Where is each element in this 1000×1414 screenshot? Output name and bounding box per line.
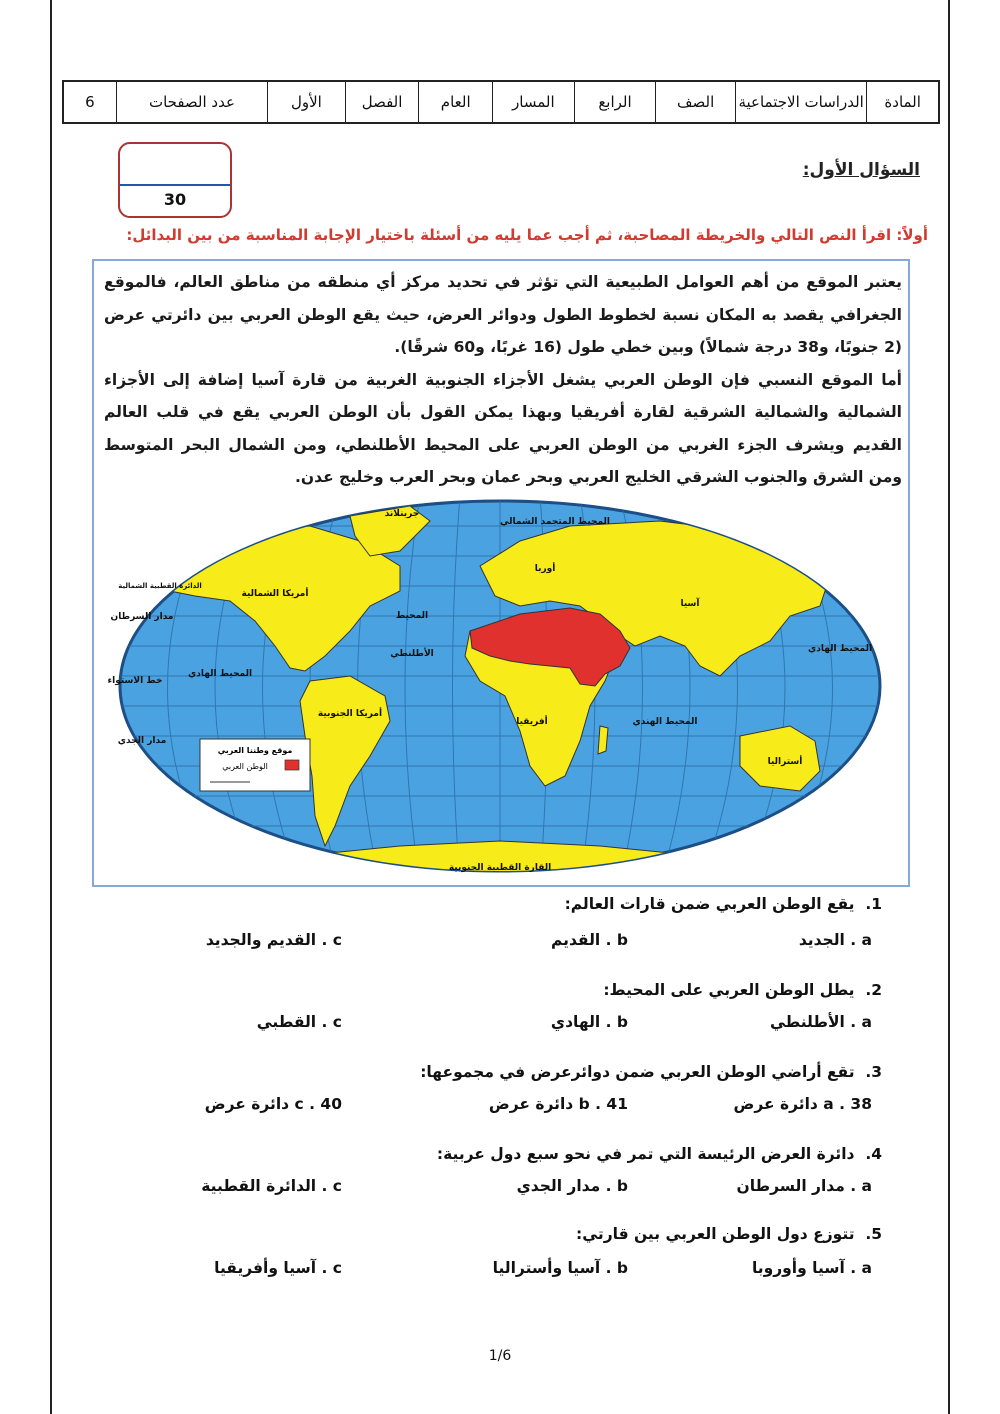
subject-label: المادة (866, 82, 938, 122)
reading-passage (104, 266, 902, 494)
option-a[interactable]: a . الأطلنطي (769, 1013, 872, 1031)
question-number: 2. (865, 981, 882, 999)
header-table (62, 80, 940, 124)
option-a[interactable]: a . مدار السرطان (736, 1177, 872, 1195)
label-atlantic-1: المحيط (395, 611, 429, 621)
passage-paragraph-2: أما الموقع النسبي فإن الوطن العربي يشغل الأجزاء الجنوبية الغربية من قارة آسيا إضافة إلى الأجزاء الشمالية والشمالية الشرقية لقارة أفريقيا وبهذا يمكن القول بأن الوطن العربي يقع في قلب العالم القديم ويشرف الجزء الغربي من الوطن العربي على المحيط الأطلنطي، ومن الشمال البحر المتوسط ومن الشرق والجنوب الشرقي الخليج العربي وبحر عمان وبحر العرب وخليج عدن. (104, 370, 902, 486)
label-arctic-circle: الدائرة القطبية الشمالية (118, 582, 202, 590)
instruction: أولاً: اقرأ النص التالي والخريطة المصاحبة، ثم أجب عما يليه من أسئلة باختيار الإجابة المناسبة من بين البدائل: (126, 226, 928, 244)
question-stem: يطل الوطن العربي على المحيط: (603, 981, 855, 999)
label-south-america: أمريكا الجنوبية (317, 709, 383, 719)
option-a[interactable]: a . 38 دائرة عرض (733, 1095, 872, 1113)
score-value: 30 (163, 190, 187, 209)
option-c[interactable]: c . آسيا وأفريقيا (214, 1259, 342, 1277)
question-number: 4. (865, 1145, 882, 1163)
option-b[interactable]: b . الهادي (550, 1013, 628, 1031)
question-number: 1. (865, 895, 882, 913)
option-b[interactable]: b . مدار الجدي (516, 1177, 628, 1195)
label-tropic-of-capricorn: مدار الجدي (117, 736, 167, 746)
label-africa: أفريقيا (516, 717, 548, 727)
score-box (118, 142, 232, 218)
question-stem: دائرة العرض الرئيسة التي تمر في نحو سبع دول عربية: (436, 1145, 855, 1163)
option-a[interactable]: a . الجديد (798, 931, 872, 949)
question-stem: تقع أراضي الوطن العربي ضمن دوائرعرض في مجموعها: (420, 1063, 855, 1081)
page-border-right (948, 0, 950, 1414)
label-europe: أوربا (534, 564, 556, 574)
option-c[interactable]: c . الدائرة القطبية (201, 1177, 342, 1195)
question-5 (60, 1225, 890, 1277)
label-greenland: جرينلاند (384, 509, 420, 519)
question-2 (60, 981, 890, 1031)
pages-label: عدد الصفحات (116, 82, 267, 122)
label-pacific-west: المحيط الهادي (187, 669, 253, 679)
page-border-left (50, 0, 52, 1414)
question-stem: يقع الوطن العربي ضمن قارات العالم: (564, 895, 855, 913)
option-b[interactable]: b . 41 دائرة عرض (488, 1095, 628, 1113)
option-b[interactable]: b . القديم (550, 931, 628, 949)
option-c[interactable]: c . القديم والجديد (205, 931, 342, 949)
map-legend (200, 739, 310, 791)
subject-value: الدراسات الاجتماعية (735, 82, 866, 122)
score-divider (120, 184, 230, 186)
question-4 (60, 1145, 890, 1195)
legend-item: الوطن العربي (222, 762, 268, 771)
world-map (100, 496, 900, 884)
label-atlantic-2: الأطلنطي (390, 649, 434, 659)
grade-value: الرابع (574, 82, 656, 122)
legend-title: موقع وطننا العربي (217, 746, 293, 755)
question-1 (60, 895, 890, 949)
grade-label: الصف (655, 82, 735, 122)
option-a[interactable]: a . آسيا وأوروبا (751, 1259, 872, 1277)
track-value: العام (418, 82, 492, 122)
label-indian-ocean: المحيط الهندي (632, 717, 698, 727)
option-b[interactable]: b . آسيا وأستراليا (492, 1259, 628, 1277)
madagascar-shape (598, 726, 608, 754)
label-asia: آسيا (680, 599, 700, 609)
term-value: الأول (267, 82, 345, 122)
term-label: الفصل (345, 82, 419, 122)
question-number: 5. (865, 1225, 882, 1243)
legend-swatch (285, 760, 299, 770)
label-north-america: أمريكا الشمالية (241, 589, 309, 599)
label-tropic-of-cancer: مدار السرطان (110, 612, 174, 622)
label-equator: خط الاستواء (107, 676, 163, 686)
passage-paragraph-1: يعتبر الموقع من أهم العوامل الطبيعية التي تؤثر في تحديد مركز أي منطقه من مناطق العالم، فالموقع الجغرافي يقصد به المكان نسبة لخطوط الطول ودوائر العرض، حيث يقع الوطن العربي بين دائرتي عرض (2 جنوبًا، و38 درجة شمالاً) وبين خطي طول (16 غربًا، و60 شرقًا). (104, 273, 902, 356)
label-pacific-east: المحيط الهادي (807, 644, 873, 654)
page-number: 1/6 (488, 1348, 512, 1364)
question-number: 3. (865, 1063, 882, 1081)
question-stem: تتوزع دول الوطن العربي بين قارتي: (576, 1225, 855, 1243)
option-c[interactable]: c . 40 دائرة عرض (204, 1095, 342, 1113)
label-australia: أستراليا (767, 757, 803, 767)
label-antarctica: القارة القطبية الجنوبية (448, 863, 552, 873)
label-arctic: المحيط المتجمد الشمالي (500, 517, 610, 527)
question-3 (60, 1063, 890, 1113)
track-label: المسار (492, 82, 574, 122)
pages-value: 6 (85, 93, 95, 111)
question-title: السؤال الأول: (802, 160, 920, 180)
option-c[interactable]: c . القطبي (256, 1013, 342, 1031)
